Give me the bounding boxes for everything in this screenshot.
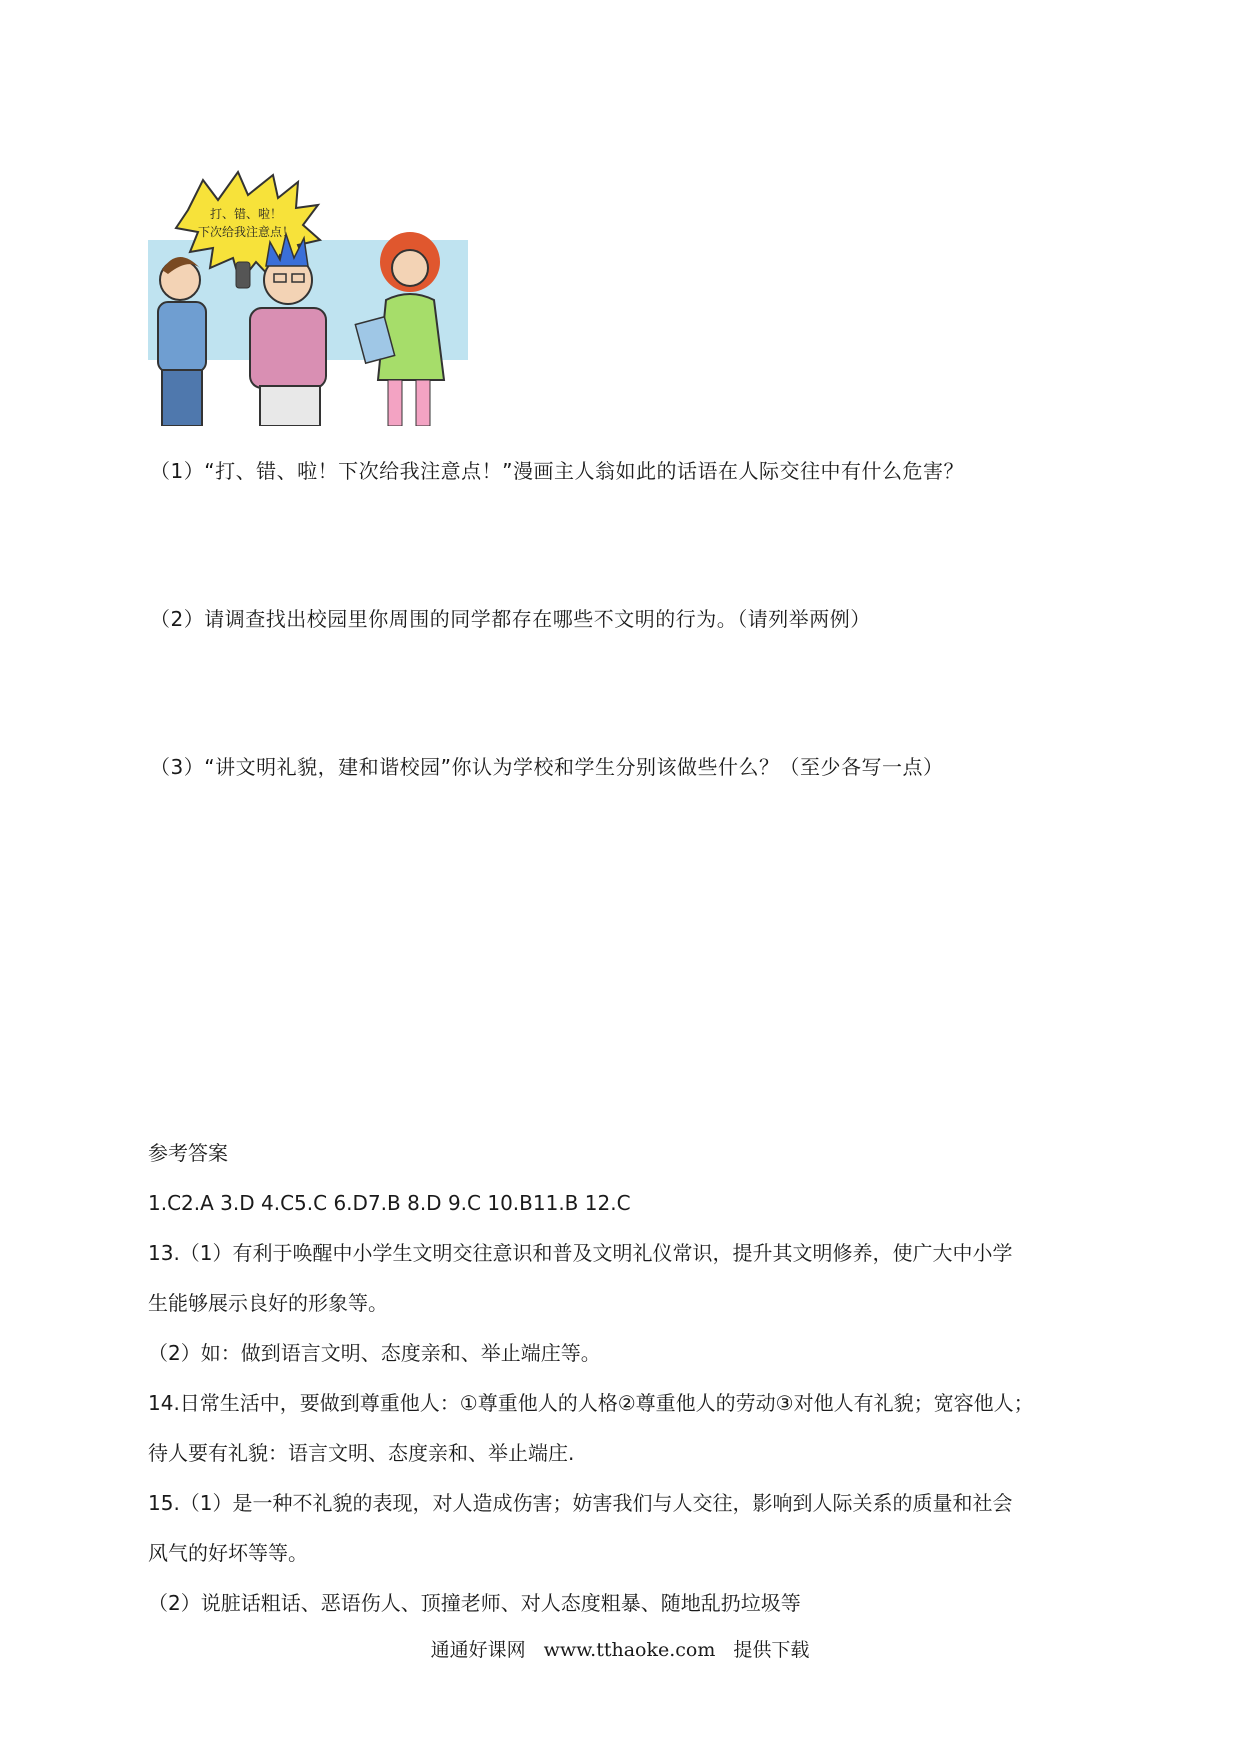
answer-line: （2）如：做到语言文明、态度亲和、举止端庄等。 (148, 1341, 601, 1365)
answer-heading: 参考答案 (148, 1141, 228, 1165)
footer-url[interactable]: www.tthaoke.com (543, 1639, 716, 1661)
answer-line: 13.（1）有利于唤醒中小学生文明交往意识和普及文明礼仪常识，提升其文明修养，使广大中小学 (148, 1241, 1013, 1265)
bubble-line-2: 下次给我注意点！ (197, 225, 295, 239)
boy-figure (158, 257, 206, 426)
answer-line: 15.（1）是一种不礼貌的表现，对人造成伤害；妨害我们与人交往，影响到人际关系的质量和社会 (148, 1491, 1013, 1515)
question-3: （3）“讲文明礼貌，建和谐校园”你认为学校和学生分别该做些什么？（至少各写一点） (150, 755, 944, 779)
footer-suffix: 提供下载 (733, 1639, 810, 1661)
bubble-line-1: 打、错、啦！ (209, 207, 283, 221)
answer-line: 待人要有礼貌：语言文明、态度亲和、举止端庄. (148, 1441, 575, 1465)
cartoon-illustration (148, 170, 468, 426)
answer-section (148, 1128, 1108, 1628)
question-1: （1）“打、错、啦！下次给我注意点！”漫画主人翁如此的话语在人际交往中有什么危害？ (150, 459, 964, 483)
answer-line: 1.C2.A 3.D 4.C5.C 6.D7.B 8.D 9.C 10.B11.B 12.C (148, 1191, 631, 1215)
answer-line: 14.日常生活中，要做到尊重他人：①尊重他人的人格②尊重他人的劳动③对他人有礼貌；宽容他人； (148, 1391, 1034, 1415)
answer-line: （2）说脏话粗话、恶语伤人、顶撞老师、对人态度粗暴、随地乱扔垃圾等 (148, 1591, 801, 1615)
page-footer (0, 1635, 1240, 1662)
answer-line: 生能够展示良好的形象等。 (148, 1291, 388, 1315)
footer-site-name: 通通好课网 (430, 1639, 526, 1661)
answer-line: 风气的好坏等等。 (148, 1541, 308, 1565)
question-2: （2）请调查找出校园里你周围的同学都存在哪些不文明的行为。（请列举两例） (150, 607, 871, 631)
